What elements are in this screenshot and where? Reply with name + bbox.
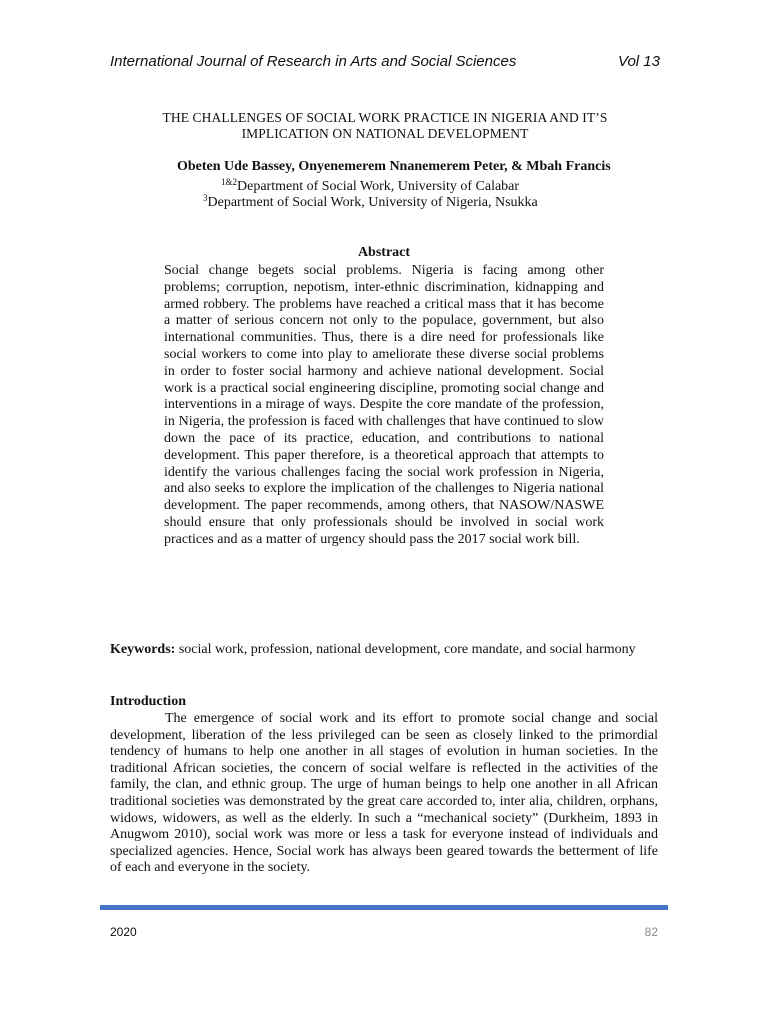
affiliation-1-mark: 1&2	[221, 177, 238, 187]
keywords-label: Keywords:	[110, 642, 176, 657]
affiliation-2-mark: 3	[203, 193, 208, 203]
abstract-body: Social change begets social problems. Nigeria is facing among other problems; corruption, nepotism, inter-ethnic discrimination, kidnapping and armed robbery. The problems have reached a critical mass that it has become a matter of serious concern not only to the populace, government, but also international communities. Thus, there is a dire need for professionals like social workers to come into play to ameliorate these diverse social problems in order to foster social harmony and achieve national development. Social work is a practical social engineering discipline, promoting social change and interventions in a mirage of ways. Despite the core mandate of the profession, in Nigeria, the profession is faced with challenges that have continued to slow down the pace of its practice, education, and contributions to national development. This paper therefore, is a theoretical approach that attempts to identify the various challenges facing the social work profession in Nigeria, and also seeks to explore the implication of the challenges to Nigeria national development. The paper recommends, among others, that NASOW/NASWE should ensure that only professionals should be involved in social work practices and as a matter of urgency should pass the 2017 social work bill.	[164, 263, 604, 547]
footer-rule	[100, 905, 668, 910]
author-list: Obeten Ude Bassey, Onyenemerem Nnanemerem Peter, & Mbah Francis	[177, 159, 611, 174]
affiliation-2-text: Department of Social Work, University of Nigeria, Nsukka	[207, 195, 538, 210]
article-title	[110, 110, 660, 142]
page-number: 82	[644, 925, 658, 939]
affiliation-1-text: Department of Social Work, University of Calabar	[237, 179, 520, 194]
title-line-1: THE CHALLENGES OF SOCIAL WORK PRACTICE IN NIGERIA AND IT’S	[162, 110, 608, 125]
affiliation-2	[203, 193, 538, 211]
volume-label: Vol 13	[618, 53, 660, 70]
keywords-text: social work, profession, national development, core mandate, and social harmony	[175, 642, 636, 657]
keywords-paragraph	[110, 641, 658, 658]
introduction-heading: Introduction	[110, 694, 186, 709]
footer-year: 2020	[110, 925, 137, 939]
running-header	[110, 53, 660, 70]
abstract-heading: Abstract	[357, 245, 411, 260]
title-line-2: IMPLICATION ON NATIONAL DEVELOPMENT	[241, 126, 529, 141]
journal-name: International Journal of Research in Arts and Social Sciences	[110, 53, 517, 70]
introduction-body: The emergence of social work and its effort to promote social change and social development, liberation of the less privileged can be seen as closely linked to the primordial tendency of humans to help one another in all stages of evolution in human societies. In the traditional African societies, the concern of social welfare is reflected in the activities of the family, the clan, and ethnic group. The urge of human beings to help one another in all African traditional societies was demonstrated by the great care accorded to, inter alia, children, orphans, widows, widowers, as well as the elderly. In such a “mechanical society” (Durkheim, 1893 in Anugwom 2010), social work was more or less a task for everyone instead of individuals and specialized agencies. Hence, Social work has always been geared towards the betterment of life of each and everyone in the society.	[110, 711, 658, 876]
